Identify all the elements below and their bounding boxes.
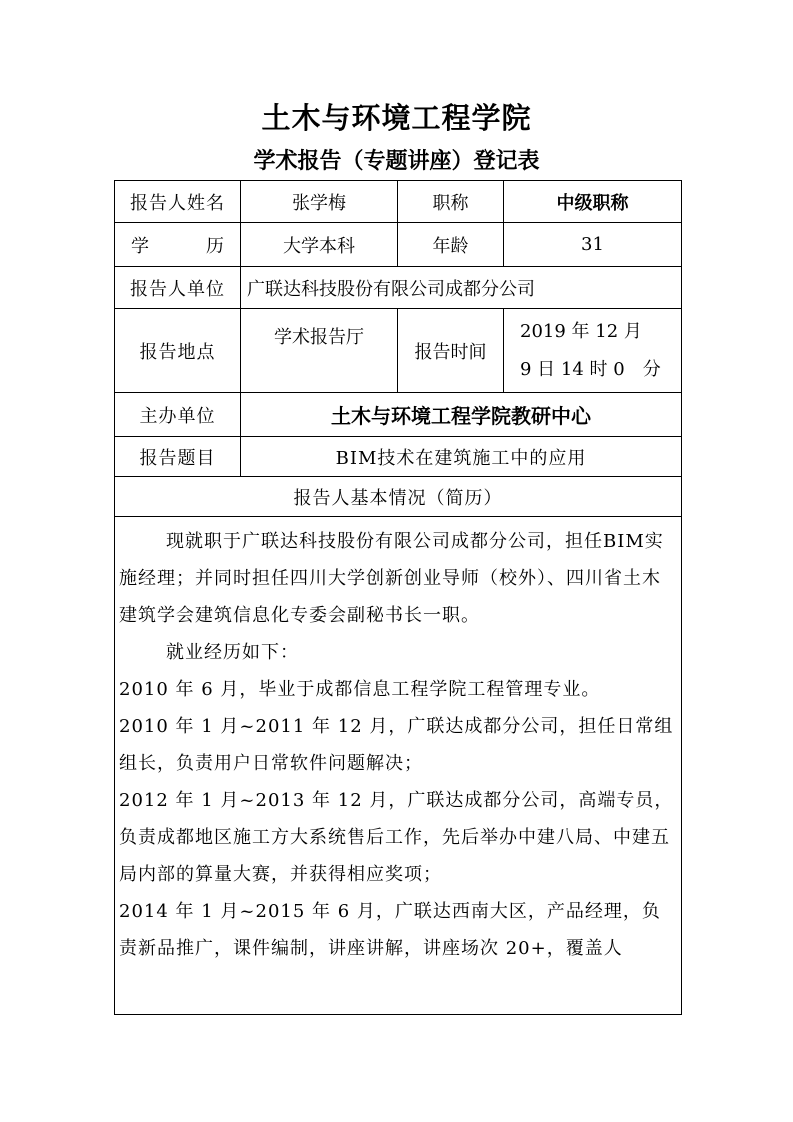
bio-paragraph: 现就职于广联达科技股份有限公司成都分公司，担任BIM实施经理；并同时担任四川大学创新创业导师（校外）、四川省土木建筑学会建筑信息化专委会副秘书长一职。 [119, 531, 664, 626]
topic-value: BIM技术在建筑施工中的应用 [241, 437, 682, 477]
row-unit [115, 267, 682, 309]
time-label: 报告时间 [398, 309, 504, 393]
topic-label: 报告题目 [115, 437, 241, 477]
registration-form [114, 180, 682, 1015]
job-title-label: 职称 [398, 181, 504, 223]
education-label [115, 223, 241, 267]
education-value: 大学本科 [241, 223, 398, 267]
organizer-label: 主办单位 [115, 393, 241, 437]
bio-body [115, 517, 682, 1015]
bio-paragraph: 2010 年 1 月~2011 年 12 月，广联达成都分公司，担任日常组组长，负责用户日常软件问题解决； [119, 716, 674, 774]
location-label: 报告地点 [115, 309, 241, 393]
bio-paragraph: 2012 年 1 月~2013 年 12 月，广联达成都分公司，高端专员，负责成都地区施工方大系统售后工作，先后举办中建八局、中建五局内部的算量大赛，并获得相应奖项； [119, 790, 674, 885]
bio-header: 报告人基本情况（简历） [115, 477, 682, 517]
bio-paragraph: 2014 年 1 月~2015 年 6 月，广联达西南大区，产品经理，负责新品推广，课件编制，讲座讲解，讲座场次 20+，覆盖人 [119, 901, 661, 959]
time-line-date: 2019 年 12 月 [520, 320, 642, 342]
row-education [115, 223, 682, 267]
education-label-char1: 学 [131, 235, 149, 257]
bio-paragraph: 就业经历如下： [166, 642, 299, 663]
job-title-value: 中级职称 [504, 181, 682, 223]
education-label-char2: 历 [206, 235, 224, 257]
unit-label: 报告人单位 [115, 267, 241, 309]
location-value: 学术报告厅 [241, 309, 398, 393]
page-title: 土木与环境工程学院 [261, 101, 532, 135]
row-speaker [115, 181, 682, 223]
organizer-value: 土木与环境工程学院教研中心 [241, 393, 682, 437]
row-organizer [115, 393, 682, 437]
unit-value: 广联达科技股份有限公司成都分公司 [241, 267, 682, 309]
speaker-name-label: 报告人姓名 [115, 181, 241, 223]
time-line-hour: 9 日 14 时 0 分 [520, 358, 661, 380]
age-value: 31 [504, 223, 682, 267]
speaker-name-value: 张学梅 [241, 181, 398, 223]
time-value [504, 309, 682, 393]
row-bio-header [115, 477, 682, 517]
row-bio-body [115, 517, 682, 1015]
bio-paragraph: 2010 年 6 月，毕业于成都信息工程学院工程管理专业。 [119, 679, 601, 700]
row-topic [115, 437, 682, 477]
row-location-time [115, 309, 682, 393]
age-label: 年龄 [398, 223, 504, 267]
page-subtitle: 学术报告（专题讲座）登记表 [253, 149, 540, 174]
